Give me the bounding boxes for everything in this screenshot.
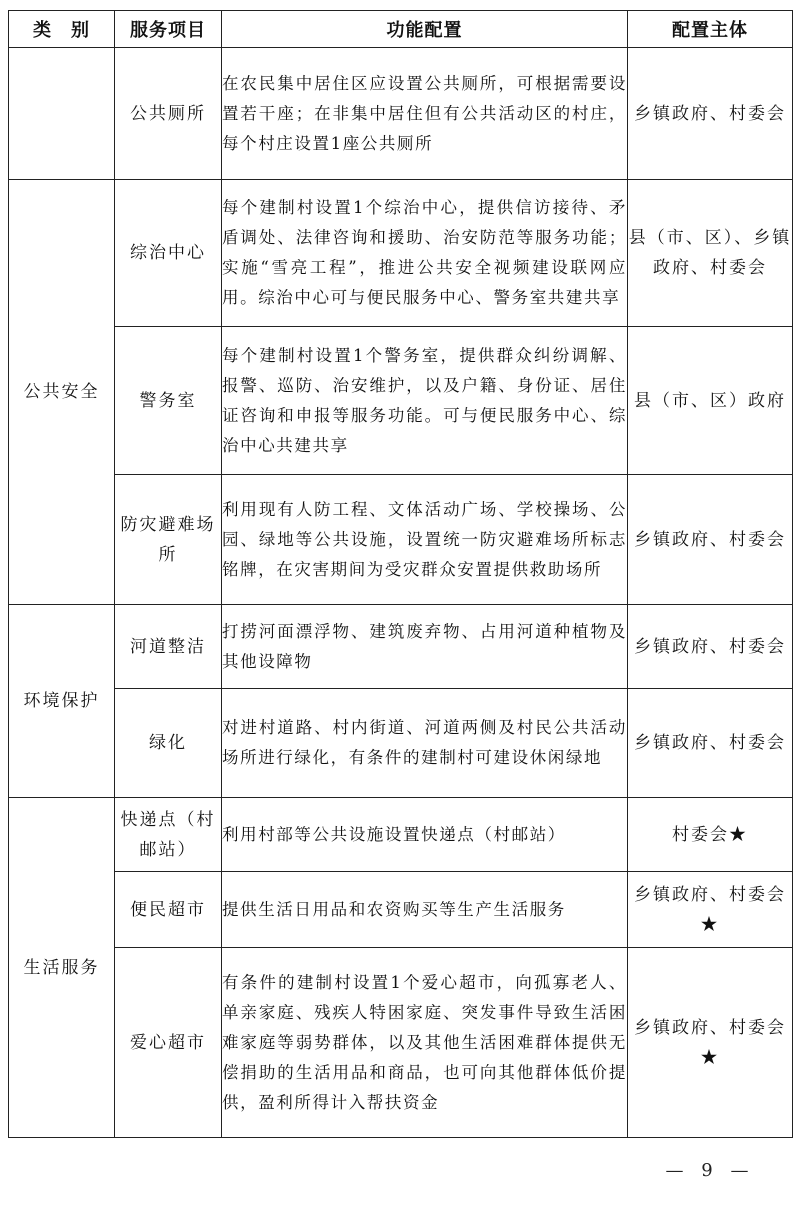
category-cell: 生活服务	[9, 798, 115, 1138]
table-row	[9, 180, 793, 327]
item-cell: 警务室	[115, 327, 222, 475]
header-function: 功能配置	[222, 11, 628, 48]
service-config-table	[8, 10, 793, 1138]
function-cell: 提供生活日用品和农资购买等生产生活服务	[222, 872, 628, 948]
owner-cell: 乡镇政府、村委会	[628, 605, 793, 689]
function-cell: 每个建制村设置1个综治中心，提供信访接待、矛盾调处、法律咨询和援助、治安防范等服务功能；实施“雪亮工程”，推进公共安全视频建设联网应用。综治中心可与便民服务中心、警务室共建共享	[222, 180, 628, 327]
page-number: — 9 —	[665, 1160, 755, 1181]
table-row	[9, 327, 793, 475]
owner-cell: 乡镇政府、村委会	[628, 48, 793, 180]
owner-cell: 乡镇政府、村委会★	[628, 948, 793, 1138]
table-row	[9, 48, 793, 180]
function-cell: 在农民集中居住区应设置公共厕所，可根据需要设置若干座；在非集中居住但有公共活动区的村庄，每个村庄设置1座公共厕所	[222, 48, 628, 180]
table-row	[9, 689, 793, 798]
table-row	[9, 872, 793, 948]
item-cell: 绿化	[115, 689, 222, 798]
item-cell: 防灾避难场所	[115, 475, 222, 605]
owner-cell: 乡镇政府、村委会★	[628, 872, 793, 948]
category-cell-empty	[9, 48, 115, 180]
category-cell: 公共安全	[9, 180, 115, 605]
item-cell: 河道整洁	[115, 605, 222, 689]
category-cell: 环境保护	[9, 605, 115, 798]
table-row	[9, 798, 793, 872]
table-header-row	[9, 11, 793, 48]
table-row	[9, 475, 793, 605]
function-cell: 对进村道路、村内街道、河道两侧及村民公共活动场所进行绿化，有条件的建制村可建设休闲绿地	[222, 689, 628, 798]
header-item: 服务项目	[115, 11, 222, 48]
item-cell: 便民超市	[115, 872, 222, 948]
function-cell: 有条件的建制村设置1个爱心超市，向孤寡老人、单亲家庭、残疾人特困家庭、突发事件导致生活困难家庭等弱势群体，以及其他生活困难群体提供无偿捐助的生活用品和商品，也可向其他群体低价提供，盈利所得计入帮扶资金	[222, 948, 628, 1138]
owner-cell: 村委会★	[628, 798, 793, 872]
owner-cell: 县（市、区）政府	[628, 327, 793, 475]
item-cell: 公共厕所	[115, 48, 222, 180]
function-cell: 利用村部等公共设施设置快递点（村邮站）	[222, 798, 628, 872]
item-cell: 综治中心	[115, 180, 222, 327]
header-owner: 配置主体	[628, 11, 793, 48]
owner-cell: 县（市、区）、乡镇政府、村委会	[628, 180, 793, 327]
owner-cell: 乡镇政府、村委会	[628, 689, 793, 798]
item-cell: 爱心超市	[115, 948, 222, 1138]
owner-cell: 乡镇政府、村委会	[628, 475, 793, 605]
table-row	[9, 948, 793, 1138]
item-cell: 快递点（村邮站）	[115, 798, 222, 872]
function-cell: 利用现有人防工程、文体活动广场、学校操场、公园、绿地等公共设施，设置统一防灾避难场所标志铭牌，在灾害期间为受灾群众安置提供救助场所	[222, 475, 628, 605]
header-category: 类 别	[9, 11, 115, 48]
function-cell: 打捞河面漂浮物、建筑废弃物、占用河道种植物及其他设障物	[222, 605, 628, 689]
function-cell: 每个建制村设置1个警务室，提供群众纠纷调解、报警、巡防、治安维护，以及户籍、身份证、居住证咨询和申报等服务功能。可与便民服务中心、综治中心共建共享	[222, 327, 628, 475]
table-row	[9, 605, 793, 689]
